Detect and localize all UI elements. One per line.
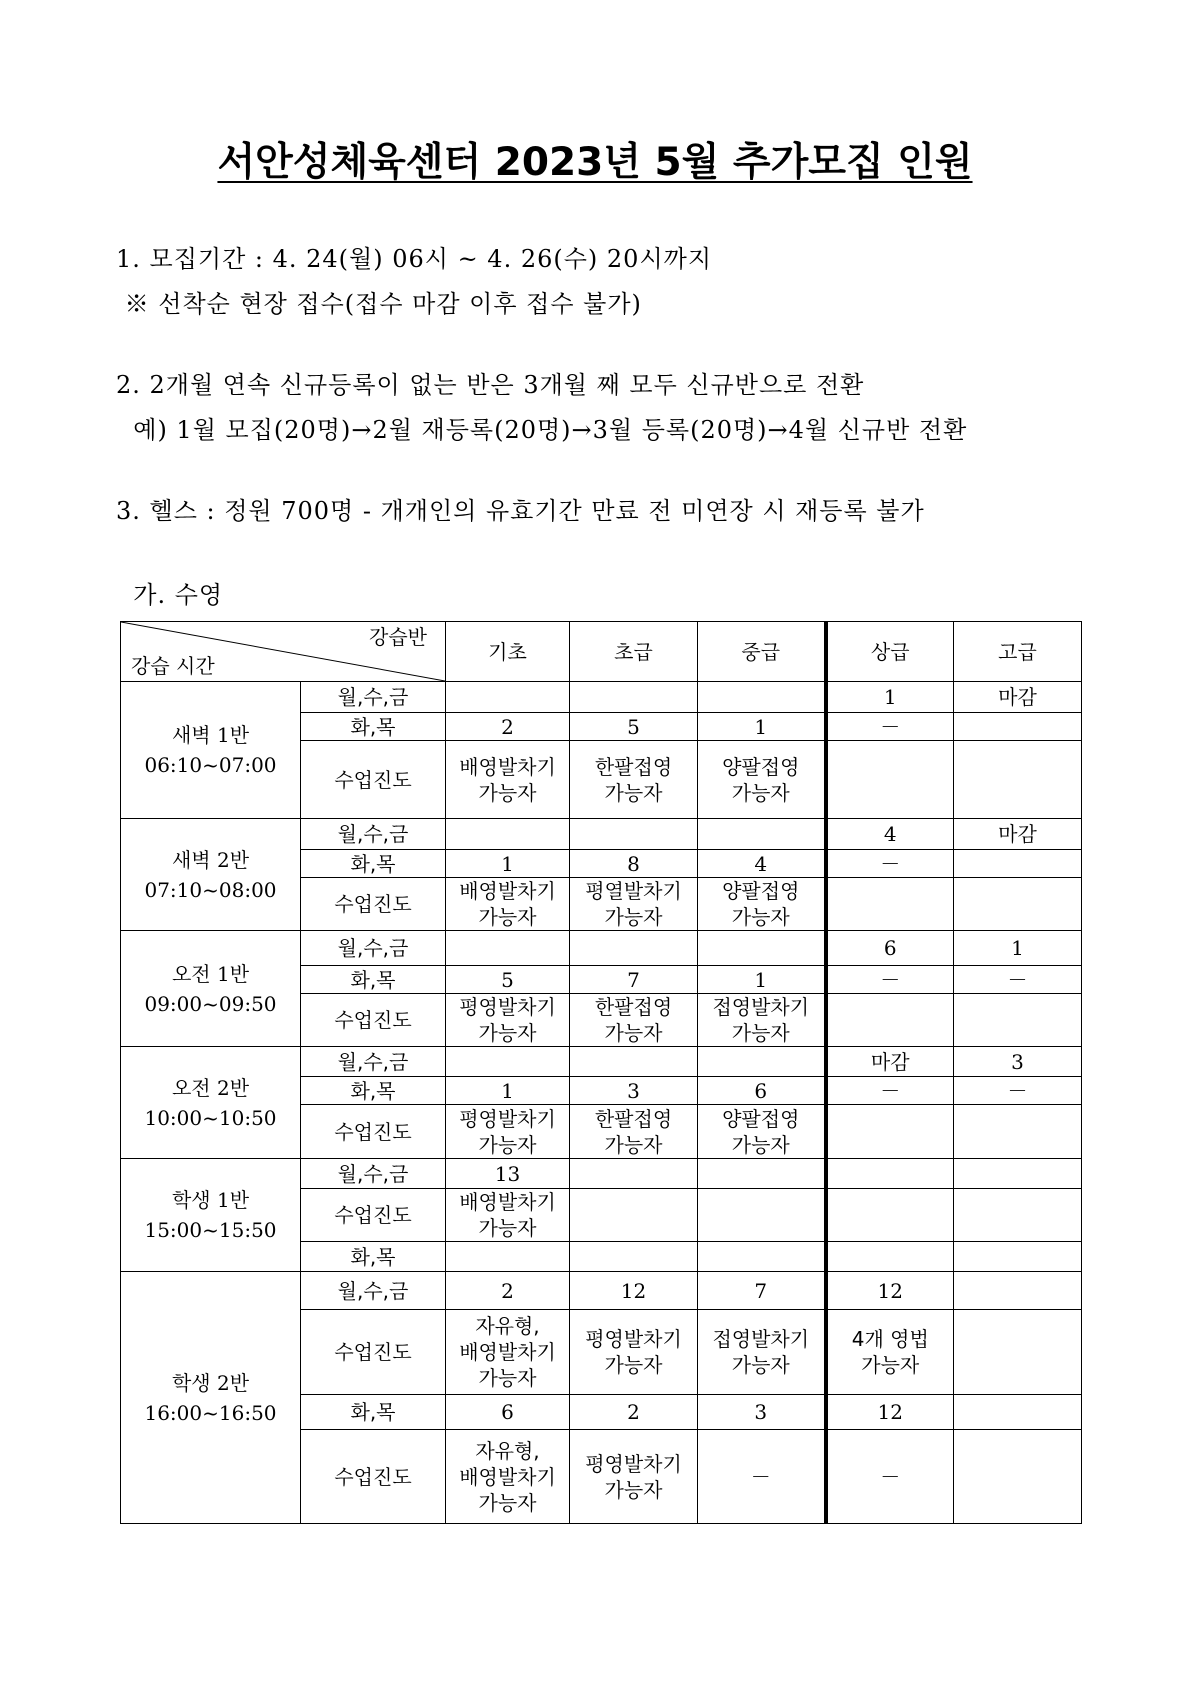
mwf-intermediate [698,1159,826,1189]
progress-intermediate [698,1310,826,1395]
progress-advanced [954,741,1082,819]
progress-beginner [570,878,698,931]
progress-line: 가능자 [731,1021,790,1045]
day-mwf: 월,수,금 [301,1272,446,1310]
progress-line: 양팔접영 [722,754,800,779]
progress-intermediate [698,1430,826,1524]
session-cell [121,1272,301,1524]
mwf-intermediate [698,682,826,713]
session-name: 오전 2반 [171,1075,250,1100]
progress-beginner [570,994,698,1047]
session-name: 새벽 1반 [171,723,250,747]
table-row [121,931,1082,966]
progress-line: 가능자 [478,905,537,929]
progress-line: 가능자 [731,905,790,929]
mwf-intermediate [698,931,826,966]
progress-upper [826,1189,954,1242]
session-time: 16:00~16:50 [144,1400,277,1425]
progress-line: 가능자 [478,1132,537,1157]
mwf-intermediate: 7 [698,1272,826,1310]
mwf-advanced: 1 [954,931,1082,966]
tt-advanced [954,1242,1082,1272]
progress-label: 수업진도 [301,741,446,819]
mwf-upper: 1 [826,682,954,713]
mwf-beginner [570,1159,698,1189]
session-name: 학생 2반 [171,1370,250,1395]
page-title: 서안성체육센터 2023년 5월 추가모집 인원 [217,140,973,185]
progress-basic [446,741,570,819]
progress-line: 양팔접영 [722,879,800,903]
progress-line: 가능자 [604,1132,663,1157]
mwf-basic: 2 [446,1272,570,1310]
tt-beginner [570,1242,698,1272]
session-time: 10:00~10:50 [144,1105,277,1130]
progress-basic [446,1189,570,1242]
progress-beginner [570,1189,698,1242]
table-row [121,682,1082,713]
mwf-advanced: 마감 [954,682,1082,713]
table-row [121,1159,1082,1189]
progress-beginner [570,1310,698,1395]
tt-basic: 5 [446,966,570,994]
progress-upper [826,994,954,1047]
mwf-basic [446,819,570,850]
tt-intermediate: 6 [698,1077,826,1105]
progress-upper [826,1310,954,1395]
session-cell [121,931,301,1047]
progress-upper [826,741,954,819]
day-mwf: 월,수,금 [301,1159,446,1189]
progress-basic [446,1105,570,1159]
progress-line: 가능자 [604,1021,663,1045]
mwf-advanced: 3 [954,1047,1082,1077]
progress-label: 수업진도 [301,1105,446,1159]
mwf-beginner [570,819,698,850]
mwf-beginner [570,931,698,966]
progress-line: 가능자 [478,1366,537,1390]
tt-upper: － [826,1077,954,1105]
tt-intermediate: 3 [698,1395,826,1430]
tt-intermediate: 1 [698,966,826,994]
progress-beginner [570,741,698,819]
mwf-basic [446,1047,570,1077]
day-tt: 화,목 [301,1077,446,1105]
session-time: 09:00~09:50 [144,991,277,1016]
progress-line: 가능자 [731,780,790,805]
day-mwf: 월,수,금 [301,1047,446,1077]
progress-line: 자유형, [475,1314,540,1338]
tt-beginner: 8 [570,850,698,878]
day-tt: 화,목 [301,1395,446,1430]
session-name: 새벽 2반 [171,847,250,872]
progress-line: 평영발차기 [459,1106,556,1131]
progress-line: 평영발차기 [585,1451,682,1476]
session-cell [121,682,301,819]
progress-line: － [880,1464,901,1489]
table-row [121,1047,1082,1077]
progress-upper [826,878,954,931]
day-tt: 화,목 [301,850,446,878]
progress-intermediate [698,994,826,1047]
progress-line: 가능자 [731,1132,790,1157]
day-tt: 화,목 [301,713,446,741]
notice-2: 2. 2개월 연속 신규등록이 없는 반은 3개월 째 모두 신규반으로 전환 [116,371,865,399]
mwf-advanced: 마감 [954,819,1082,850]
mwf-basic [446,682,570,713]
progress-label: 수업진도 [301,994,446,1047]
progress-line: 가능자 [604,1477,663,1502]
progress-line: 가능자 [478,1490,537,1515]
progress-line: 양팔접영 [722,1106,800,1131]
tt-advanced [954,713,1082,741]
mwf-upper [826,1159,954,1189]
mwf-beginner [570,682,698,713]
day-mwf: 월,수,금 [301,819,446,850]
progress-beginner [570,1105,698,1159]
progress-advanced [954,1310,1082,1395]
swimming-schedule-table [120,621,1082,1524]
progress-line: 평열발차기 [585,879,682,903]
day-mwf: 월,수,금 [301,682,446,713]
mwf-upper: 마감 [826,1047,954,1077]
tt-beginner: 2 [570,1395,698,1430]
progress-label: 수업진도 [301,1430,446,1524]
progress-line: 배영발차기 [459,1340,556,1364]
progress-line: 접영발차기 [712,1327,810,1351]
tt-advanced: － [954,966,1082,994]
mwf-intermediate [698,819,826,850]
day-mwf: 월,수,금 [301,931,446,966]
progress-advanced [954,878,1082,931]
tt-basic: 6 [446,1395,570,1430]
mwf-upper: 6 [826,931,954,966]
progress-line: 가능자 [478,1216,537,1240]
tt-upper: 12 [826,1395,954,1430]
progress-line: 한팔접영 [594,995,673,1019]
tt-upper: － [826,966,954,994]
tt-basic: 1 [446,850,570,878]
session-name: 오전 1반 [171,961,250,986]
session-time: 06:10~07:00 [144,753,277,777]
header-level-basic: 기초 [446,622,570,682]
progress-basic [446,878,570,931]
session-name: 학생 1반 [171,1188,250,1212]
mwf-basic: 13 [446,1159,570,1189]
session-time: 07:10~08:00 [144,877,277,902]
progress-advanced [954,1189,1082,1242]
mwf-upper: 4 [826,819,954,850]
table-row [121,819,1082,850]
notice-3: 3. 헬스 : 정원 700명 - 개개인의 유효기간 만료 전 미연장 시 재등록 불가 [116,497,925,525]
tt-beginner: 7 [570,966,698,994]
progress-line: 4개 영법 [851,1327,929,1351]
table-body [121,682,1082,1524]
progress-line: 자유형, [475,1438,540,1463]
progress-basic [446,1430,570,1524]
mwf-beginner: 12 [570,1272,698,1310]
progress-advanced [954,994,1082,1047]
mwf-basic [446,931,570,966]
mwf-beginner [570,1047,698,1077]
tt-upper: － [826,713,954,741]
progress-basic [446,994,570,1047]
progress-line: 접영발차기 [712,995,810,1019]
progress-intermediate [698,1189,826,1242]
session-cell [121,1047,301,1159]
progress-line: 한팔접영 [594,1106,673,1131]
notice-1-sub: ※ 선착순 현장 접수(접수 마감 이후 접수 불가) [116,290,642,318]
progress-beginner [570,1430,698,1524]
session-cell [121,819,301,931]
mwf-intermediate [698,1047,826,1077]
progress-line: 배영발차기 [459,1190,556,1214]
progress-line: 가능자 [731,1353,790,1377]
progress-line: 배영발차기 [459,754,556,779]
day-tt: 화,목 [301,966,446,994]
progress-label: 수업진도 [301,878,446,931]
header-level-advanced: 고급 [954,622,1082,682]
notice-1: 1. 모집기간 : 4. 24(월) 06시 ~ 4. 26(수) 20시까지 [116,245,712,273]
progress-advanced [954,1430,1082,1524]
progress-advanced [954,1105,1082,1159]
tt-beginner: 3 [570,1077,698,1105]
header-level-intermediate: 중급 [698,622,826,682]
progress-line: 평영발차기 [585,1327,682,1351]
progress-line: 배영발차기 [459,1464,556,1489]
progress-line: 가능자 [604,905,663,929]
progress-line: 가능자 [478,1021,537,1045]
header-level-beginner: 초급 [570,622,698,682]
progress-line: 가능자 [861,1353,920,1377]
tt-advanced: － [954,1077,1082,1105]
progress-line: 배영발차기 [459,879,556,903]
progress-intermediate [698,1105,826,1159]
day-tt: 화,목 [301,1242,446,1272]
header-time-label: 강습 시간 [131,654,215,678]
header-level-upper: 상급 [826,622,954,682]
tt-upper: － [826,850,954,878]
session-cell [121,1159,301,1272]
header-class-label: 강습반 [369,625,427,649]
progress-intermediate [698,878,826,931]
mwf-upper: 12 [826,1272,954,1310]
tt-intermediate [698,1242,826,1272]
tt-basic: 1 [446,1077,570,1105]
progress-line: 한팔접영 [594,754,673,779]
tt-intermediate: 1 [698,713,826,741]
table-row [121,1272,1082,1310]
tt-advanced [954,1395,1082,1430]
section-swimming: 가. 수영 [116,581,224,609]
tt-intermediate: 4 [698,850,826,878]
progress-upper [826,1430,954,1524]
session-time: 15:00~15:50 [144,1218,277,1242]
progress-line: 가능자 [478,780,537,805]
progress-label: 수업진도 [301,1189,446,1242]
mwf-advanced [954,1272,1082,1310]
progress-intermediate [698,741,826,819]
progress-basic [446,1310,570,1395]
tt-basic: 2 [446,713,570,741]
progress-line: 가능자 [604,780,663,805]
notice-2-sub: 예) 1월 모집(20명)→2월 재등록(20명)→3월 등록(20명)→4월 신규반 전환 [116,416,968,444]
mwf-advanced [954,1159,1082,1189]
tt-advanced [954,850,1082,878]
progress-line: － [750,1464,771,1489]
progress-label: 수업진도 [301,1310,446,1395]
tt-basic [446,1242,570,1272]
progress-line: 평영발차기 [459,995,556,1019]
progress-upper [826,1105,954,1159]
tt-upper [826,1242,954,1272]
progress-line: 가능자 [604,1353,663,1377]
header-corner [121,622,446,682]
tt-beginner: 5 [570,713,698,741]
